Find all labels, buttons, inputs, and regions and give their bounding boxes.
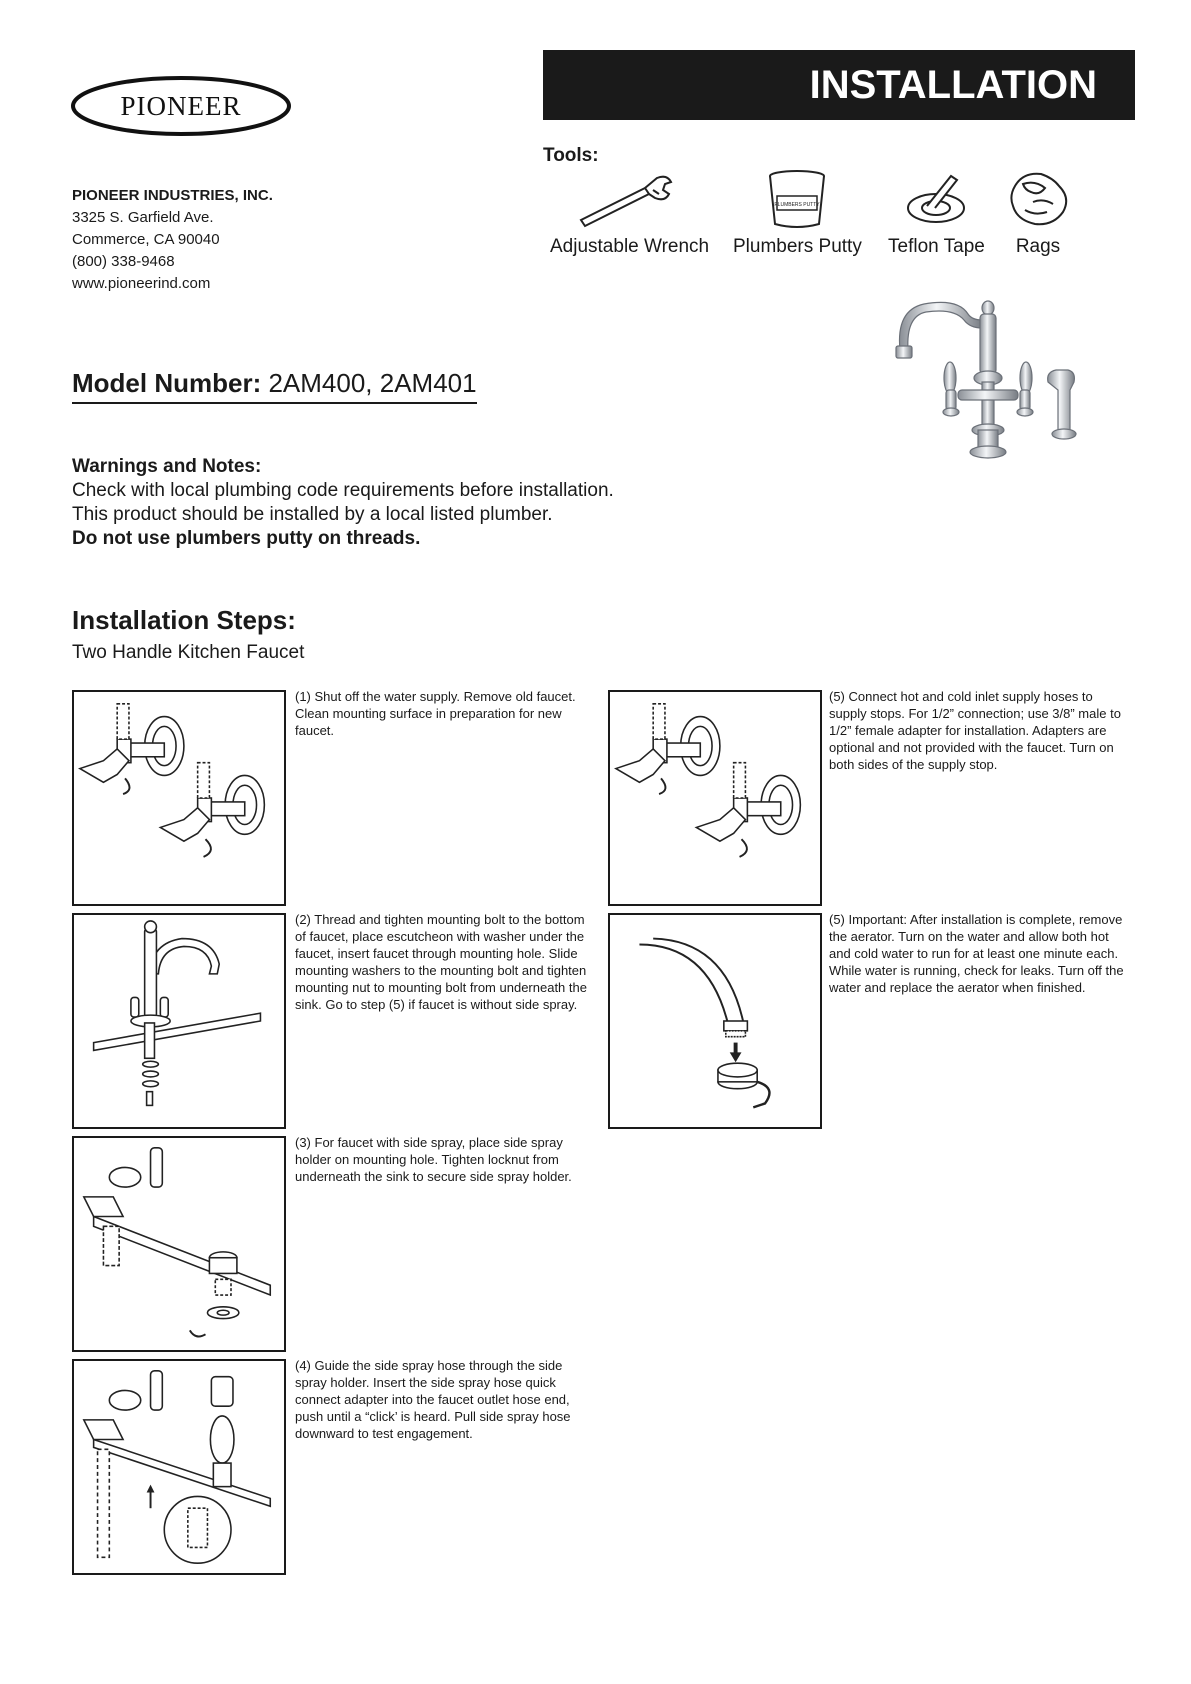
model-number-value: 2AM400, 2AM401 [268, 368, 477, 398]
warning-line: Check with local plumbing code requirements before installation. [72, 480, 614, 501]
faucet-mounting-icon [74, 915, 284, 1127]
faucet-product-image [888, 290, 1088, 480]
installation-banner: INSTALLATION [543, 50, 1135, 120]
hose-connect-icon [74, 1361, 284, 1573]
putty-jar-icon [762, 168, 832, 230]
kitchen-faucet-icon [888, 290, 1088, 480]
step-1-illustration [72, 690, 286, 906]
teflon-tape-icon [901, 168, 971, 230]
step-2-text: (2) Thread and tighten mounting bolt to the bottom of faucet, place escutcheon with washer under the faucet, insert faucet through mounting hole. Slide mounting washers to the mounting bolt and tighten mounting nut to mounting bolt from underneath the sink. Go to step (5) if faucet is without side spray. [295, 912, 587, 1012]
company-phone: (800) 338-9468 [72, 253, 175, 270]
tool-teflon-tape [888, 168, 985, 258]
rag-icon [1003, 168, 1073, 230]
model-number-label: Model Number: [72, 368, 262, 398]
step-5-text: (5) Connect hot and cold inlet supply hoses to supply stops. For 1/2” connection; use 3/8” male to 1/2” female adapter for installation. Adapters are optional and not provided with the faucet. Turn on both sides of the supply stop. [829, 689, 1121, 772]
shutoff-valve-icon [74, 692, 284, 904]
tool-label: Adjustable Wrench [550, 236, 710, 257]
step-1-text: (1) Shut off the water supply. Remove old faucet. Clean mounting surface in preparation for new faucet. [295, 689, 576, 738]
installation-steps-subtitle: Two Handle Kitchen Faucet [72, 642, 305, 663]
aerator-removal-icon [610, 915, 820, 1127]
logo-text: PIONEER [120, 90, 242, 121]
pioneer-logo [70, 75, 292, 137]
tool-adjustable-wrench [550, 168, 709, 258]
warning-line-bold: Do not use plumbers putty on threads. [72, 528, 421, 549]
company-name: PIONEER INDUSTRIES, INC. [72, 187, 273, 204]
company-website[interactable]: www.pioneerind.com [72, 275, 211, 292]
tool-label: Plumbers Putty [733, 236, 862, 257]
tool-plumbers-putty [733, 168, 862, 258]
model-number [72, 368, 477, 404]
company-address-line1: 3325 S. Garfield Ave. [72, 209, 214, 226]
step-3-illustration [72, 1136, 286, 1352]
step-5-illustration [608, 690, 822, 906]
tool-label: Rags [1015, 236, 1061, 257]
company-info [72, 185, 273, 295]
supply-hose-connect-icon [610, 692, 820, 904]
company-address-line2: Commerce, CA 90040 [72, 231, 220, 248]
wrench-icon [575, 168, 685, 230]
warnings-section [72, 455, 614, 551]
step-6-illustration [608, 913, 822, 1129]
step-4-illustration [72, 1359, 286, 1575]
putty-jar-label: PLUMBERS PUTTY [774, 202, 821, 208]
warnings-title: Warnings and Notes: [72, 456, 262, 477]
tools-title: Tools: [543, 145, 599, 166]
step-4-text: (4) Guide the side spray hose through the side spray holder. Insert the side spray hose quick connect adapter into the faucet outlet hose end, push until a “click’ is heard. Pull side spray hose downward to test engagement. [295, 1358, 571, 1441]
tool-label: Teflon Tape [888, 236, 985, 257]
warning-line: This product should be installed by a local listed plumber. [72, 504, 553, 525]
step-3-text: (3) For faucet with side spray, place side spray holder on mounting hole. Tighten locknut from underneath the sink to secure side spray holder. [295, 1135, 572, 1184]
tool-rags [1003, 168, 1073, 258]
installation-steps-title: Installation Steps: [72, 605, 296, 635]
step-6-text: (5) Important: After installation is complete, remove the aerator. Turn on the water and allow both hot and cold water to run for at least one minute each. While water is running, check for leaks. Turn off the water and replace the aerator when finished. [829, 912, 1124, 995]
step-2-illustration [72, 913, 286, 1129]
side-spray-holder-icon [74, 1138, 284, 1350]
